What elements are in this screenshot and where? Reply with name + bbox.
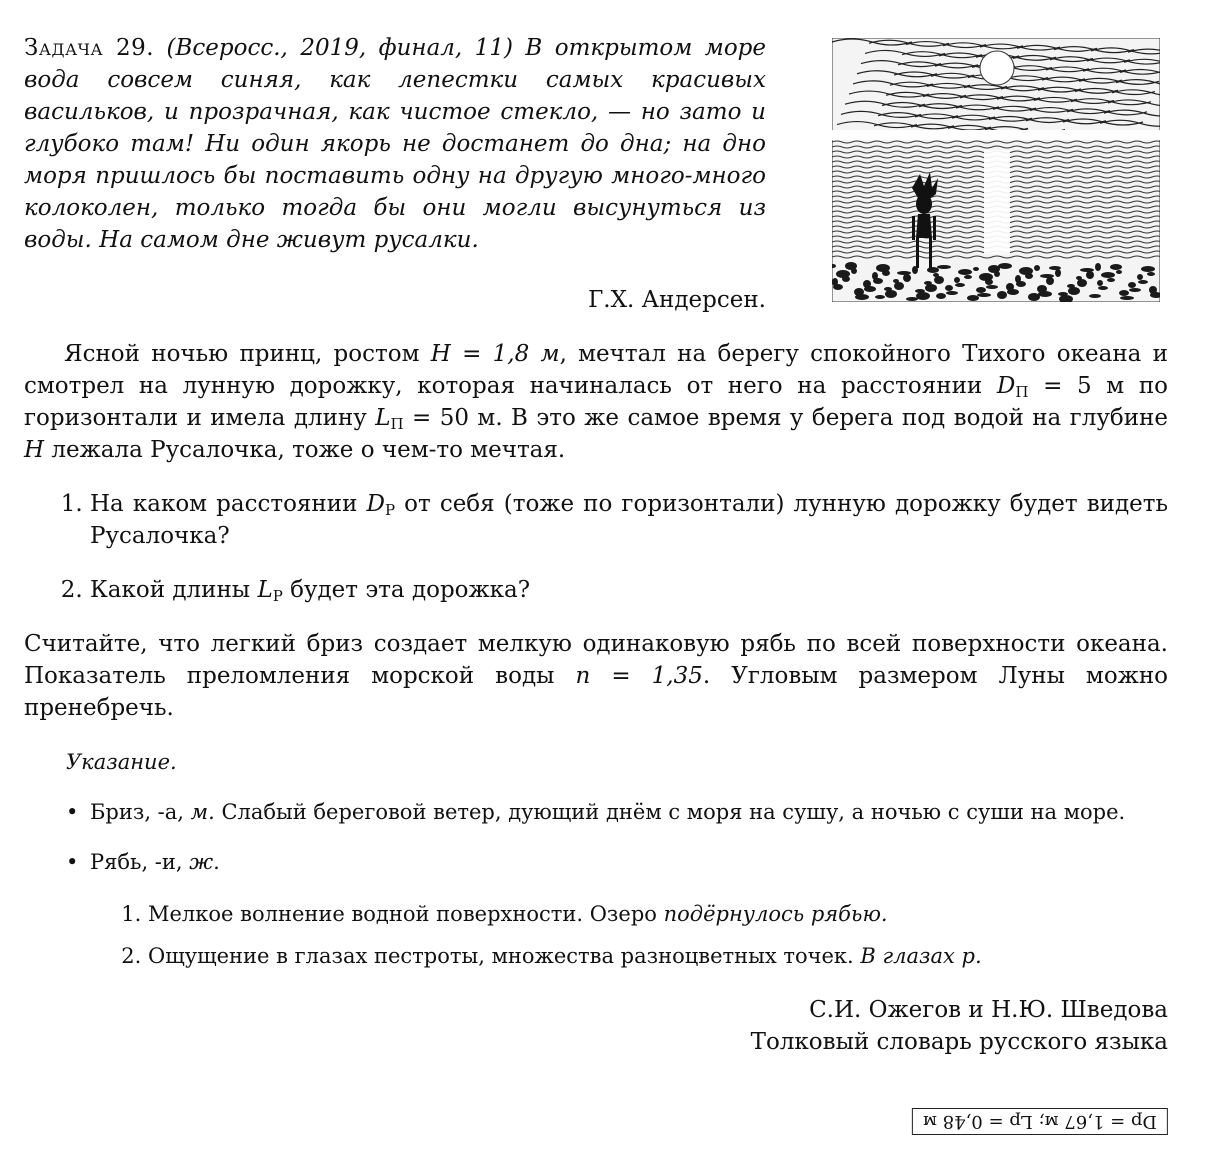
rock-shape — [915, 289, 925, 293]
assumptions-text: Считайте, что легкий бриз создает мелкую одинаковую рябь по всей поверхности океана. Показатель преломления морской воды — [24, 631, 1168, 689]
assumptions-text: . Угловым размером Луны можно пренебречь. — [24, 663, 1168, 721]
problem-page — [24, 32, 1168, 1058]
rock-shape — [979, 273, 993, 281]
rock-shape — [958, 269, 972, 275]
question-text: Какой длины — [90, 577, 251, 603]
distance-symbol: D — [996, 373, 1016, 399]
rock-shape — [1138, 280, 1148, 284]
rock-shape — [1097, 280, 1103, 286]
sense-example: подёрнулось рябью. — [663, 902, 888, 926]
rock-shape — [893, 279, 899, 283]
statement-text: Ясной ночью принц, ростом — [64, 341, 420, 367]
rock-shape — [1086, 271, 1094, 279]
epigraph — [24, 32, 766, 256]
rock-shape — [1116, 270, 1122, 274]
statement-text: . В это же самое время у берега под водой на глубине — [495, 405, 1168, 431]
questions-list — [24, 488, 1168, 606]
distance-subscript: П — [1015, 383, 1029, 401]
question-2 — [90, 574, 1168, 606]
rock-shape — [1098, 286, 1108, 290]
dictionary-source — [24, 994, 1168, 1058]
rock-shape — [1028, 293, 1040, 301]
question-text: На каком расстоянии — [90, 491, 358, 517]
rock-shape — [885, 290, 897, 298]
rock-shape — [894, 282, 904, 290]
statement-text: , мечтал на берегу спокойного Тихого океана и смотрел на лунную дорожку, которая начиналась от него на расстоянии — [24, 341, 1168, 399]
epigraph-text: В открытом море вода совсем синяя, как лепестки самых красивых васильков, и прозрачная, как чистое стекло, — но зато и глубоко там! Ни один якорь не достанет до дна; на дно моря пришлось бы поставить одну на другую много-много колоколен, только тогда бы они могли высунуться из воды. На самом дне живут русалки. — [24, 35, 767, 253]
problem-header — [24, 32, 1168, 332]
rock-shape — [977, 293, 991, 297]
senses-list — [24, 898, 1168, 972]
question-subscript: Р — [272, 587, 283, 605]
rock-shape — [1128, 282, 1136, 288]
rock-shape — [988, 265, 1000, 273]
definition-word: Рябь, -и, — [90, 850, 183, 874]
rock-shape — [1049, 266, 1061, 270]
rock-shape — [973, 267, 979, 271]
rock-shape — [1076, 276, 1082, 280]
definition-text: Слабый береговой ветер, дующий днём с моря на сушу, а ночью с суши на море. — [221, 800, 1126, 824]
question-symbol: L — [257, 577, 273, 603]
rock-shape — [1080, 268, 1094, 272]
rock-shape — [925, 284, 937, 292]
rock-shape — [1067, 284, 1075, 288]
sense-example: В глазах р. — [860, 944, 982, 968]
rock-shape — [1058, 292, 1068, 296]
source-authors: С.И. Ожегов и Н.Ю. Шведова — [809, 997, 1168, 1023]
rock-shape — [903, 274, 911, 282]
illustration-prince-moon — [832, 38, 1160, 302]
rock-shape — [1040, 274, 1054, 278]
rock-shape — [1129, 288, 1141, 292]
refractive-index: n = 1,35 — [575, 663, 703, 689]
rock-shape — [1149, 286, 1157, 294]
height-value: H = 1,8 м — [430, 341, 560, 367]
source-title: Толковый словарь русского языка — [750, 1029, 1168, 1055]
definition-ryab — [90, 846, 1168, 878]
definition-briz — [90, 796, 1168, 828]
sense-1 — [148, 898, 1168, 930]
rock-shape — [936, 293, 946, 299]
rock-shape — [997, 291, 1007, 299]
rock-shape — [927, 267, 939, 273]
sense-2 — [148, 940, 1168, 972]
rock-shape — [1019, 267, 1033, 275]
rock-shape — [1137, 274, 1143, 280]
rock-shape — [912, 266, 918, 274]
rock-shape — [1037, 285, 1047, 293]
rock-shape — [832, 278, 838, 286]
rock-shape — [884, 287, 892, 291]
definition-gender: м. — [190, 800, 215, 824]
rock-shape — [1120, 296, 1134, 300]
question-subscript: Р — [384, 501, 396, 519]
problem-label: Задача 29. — [24, 35, 155, 61]
problem-source-ref: (Всеросс., 2019, финал, 11) — [166, 35, 513, 61]
rock-shape — [924, 281, 932, 285]
rock-shape — [933, 273, 939, 277]
length-symbol: L — [375, 405, 391, 431]
rock-shape — [1006, 283, 1014, 291]
sense-text: Мелкое волнение водной поверхности. Озеро — [148, 902, 657, 926]
rock-shape — [875, 295, 885, 299]
question-text: будет эта дорожка? — [290, 577, 531, 603]
rock-shape — [897, 271, 911, 275]
rock-shape — [1055, 269, 1061, 277]
definition-gender: ж. — [189, 850, 220, 874]
assumptions — [24, 628, 1168, 724]
rock-shape — [1141, 266, 1155, 272]
rock-shape — [976, 287, 986, 293]
rock-shape — [1089, 294, 1101, 298]
rock-shape — [1077, 279, 1087, 287]
rock-shape — [964, 275, 972, 279]
rock-shape — [1095, 263, 1101, 271]
rock-shape — [854, 288, 864, 296]
rock-shape — [863, 280, 871, 288]
moon-icon — [980, 51, 1014, 85]
moon-path-icon — [984, 150, 1010, 254]
rock-shape — [872, 272, 878, 280]
rock-shape — [1147, 272, 1155, 276]
rock-shape — [937, 265, 951, 269]
statement-text: по горизонтали и имела длину — [24, 373, 1169, 431]
rock-shape — [845, 262, 857, 270]
rock-shape — [836, 270, 850, 278]
rock-shape — [876, 264, 890, 272]
rock-shape — [1034, 265, 1040, 271]
answer-box-upside-down: Dр = 1,67 м; Lр = 0,48 м — [912, 1108, 1168, 1135]
rock-shape — [967, 295, 979, 301]
definition-word: Бриз, -а, — [90, 800, 184, 824]
definitions-list — [24, 796, 1168, 878]
rock-shape — [1015, 275, 1021, 283]
rock-shape — [1101, 272, 1115, 278]
sense-text: Ощущение в глазах пестроты, множества разноцветных точек. — [148, 944, 854, 968]
rock-shape — [1119, 290, 1129, 296]
rock-shape — [934, 276, 944, 284]
length-value: = 50 м — [403, 405, 496, 431]
question-text: от себя (тоже по горизонтали) лунную дорожку будет видеть Русалочка? — [90, 491, 1168, 549]
rock-shape — [1046, 277, 1054, 285]
problem-statement — [24, 338, 1168, 466]
rock-shape — [945, 285, 953, 291]
rock-shape — [955, 283, 965, 287]
rock-shape — [986, 285, 998, 289]
rock-shape — [946, 291, 958, 295]
rock-shape — [954, 277, 960, 283]
question-1 — [90, 488, 1168, 552]
statement-text: лежала Русалочка, тоже о чем-то мечтая. — [51, 437, 566, 463]
depth-symbol: H — [24, 437, 45, 463]
rock-shape — [1110, 264, 1122, 270]
rock-shape — [998, 263, 1012, 269]
hint-label: Указание. — [66, 750, 177, 774]
rock-shape — [916, 292, 930, 300]
rock-shape — [906, 297, 918, 301]
length-subscript: П — [390, 415, 404, 433]
epigraph-author: Г.Х. Андерсен. — [588, 287, 766, 313]
question-symbol: D — [366, 491, 385, 517]
distance-value: = 5 м — [1028, 373, 1125, 399]
rock-shape — [1068, 287, 1080, 295]
rock-shape — [1107, 278, 1115, 282]
